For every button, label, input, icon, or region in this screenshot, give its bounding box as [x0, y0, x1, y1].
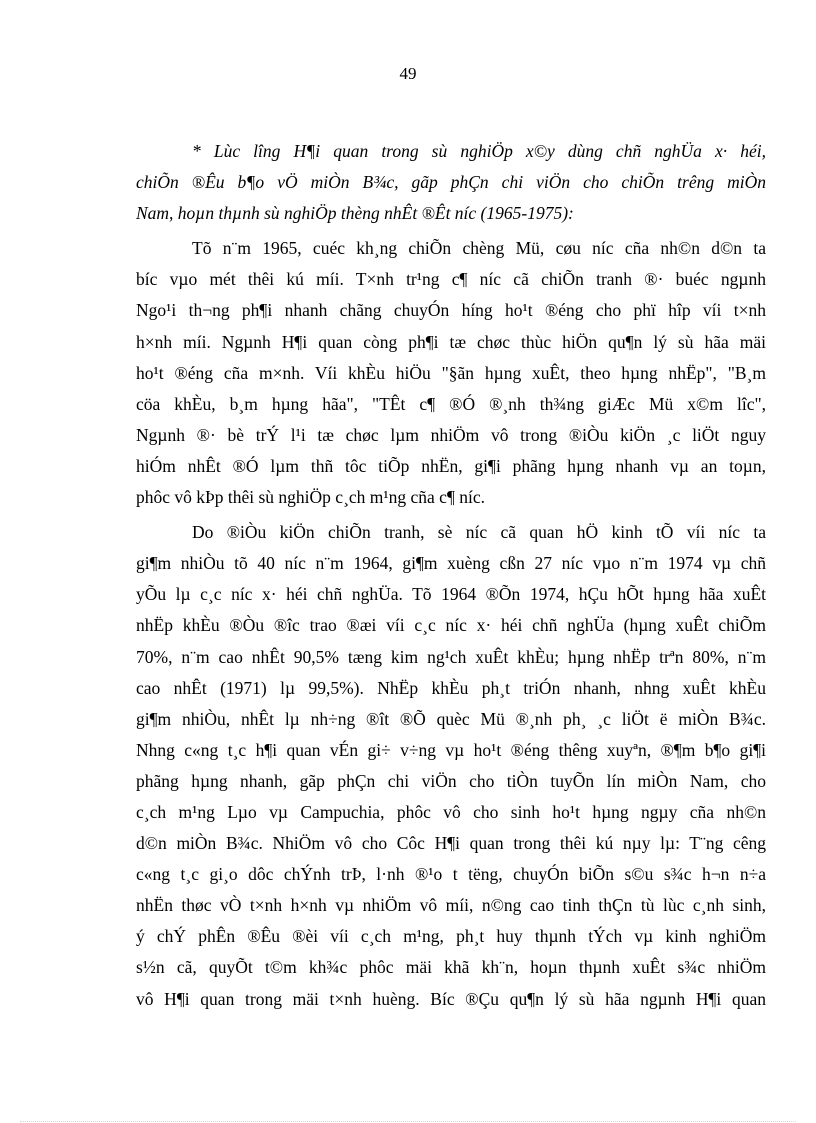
paragraph-1-line: Ngo¹i th¬ng ph¶i nhanh chãng chuyÓn híng ho¹t ®éng cho phï hîp víi t×nh [136, 300, 766, 321]
paragraph-1 [136, 233, 766, 513]
page-number: 49 [399, 64, 417, 83]
paragraph-2-line: phãng hµng nhanh, gãp phÇn chi viÖn cho tiÒn tuyÕn lín miÒn Nam, cho [136, 770, 766, 791]
paragraph-2-line: Nhng c«ng t¸c h¶i quan vÉn gi÷ v÷ng vµ ho¹t ®éng thêng xuyªn, ®¶m b¶o gi¶i [136, 739, 766, 760]
paragraph-1-line: phôc vô kÞp thêi sù nghiÖp c¸ch m¹ng cña c¶ níc. [136, 487, 486, 508]
section-heading [136, 136, 766, 229]
paragraph-2-line: vô H¶i quan trong mäi t×nh huèng. Bíc ®Çu qu¶n lý sù hãa ngµnh H¶i quan [136, 988, 766, 1009]
paragraph-2-line: Do ®iÒu kiÖn chiÕn tranh, sè níc cã quan hÖ kinh tÕ víi níc ta [192, 522, 766, 543]
paragraph-2-line: d©n miÒn B¾c. NhiÖm vô cho Côc H¶i quan trong thêi kú nµy lµ: T¨ng cêng [136, 833, 766, 854]
paragraph-2-line: ý chÝ phÊn ®Êu ®èi víi c¸ch m¹ng, ph¸t huy thµnh tÝch vµ kinh nghiÖm [136, 926, 766, 947]
paragraph-2-line: c«ng t¸c gi¸o dôc chÝnh trÞ, l·nh ®¹o t tëng, chuyÓn biÕn s©u s¾c h¬n n÷a [136, 864, 766, 885]
paragraph-2-line: yÕu lµ c¸c níc x· héi chñ nghÜa. Tõ 1964 ®Õn 1974, hÇu hÕt hµng hãa xuÊt [136, 584, 766, 605]
paragraph-1-line: h×nh míi. Ngµnh H¶i quan còng ph¶i tæ chøc thùc hiÖn qu¶n lý sù hãa mäi [136, 331, 766, 352]
heading-line-1: * Lùc lîng H¶i quan trong sù nghiÖp x©y dùng chñ nghÜa x· héi, [192, 141, 766, 161]
paragraph-2-line: nhËp khÈu ®Òu ®îc trao ®æi víi c¸c níc x· héi chñ nghÜa (hµng xuÊt chiÕm [136, 615, 766, 636]
paragraph-2 [136, 517, 766, 1015]
page-content [136, 136, 766, 1015]
paragraph-2-line: s½n cã, quyÕt t©m kh¾c phôc mäi khã kh¨n, hoµn thµnh xuÊt s¾c nhiÖm [136, 957, 766, 978]
paragraph-2-line: nhËn thøc vÒ t×nh h×nh vµ nhiÖm vô míi, n©ng cao tinh thÇn tù lùc c¸nh sinh, [136, 895, 766, 916]
paragraph-2-line: gi¶m nhiÒu tõ 40 níc n¨m 1964, gi¶m xuèng cßn 27 níc vµo n¨m 1974 vµ chñ [136, 553, 766, 574]
paragraph-1-line: Tõ n¨m 1965, cuéc kh¸ng chiÕn chèng Mü, cøu níc cña nh©n d©n ta [192, 238, 766, 259]
heading-line-2: chiÕn ®Êu b¶o vÖ miÒn B¾c, gãp phÇn chi viÖn cho chiÕn trêng miÒn [136, 172, 766, 193]
paragraph-2-line: c¸ch m¹ng Lµo vµ Campuchia, phôc vô cho sinh ho¹t hµng ngµy cña nh©n [136, 801, 766, 822]
paragraph-1-line: ho¹t ®éng cña m×nh. Víi khÈu hiÖu "§ãn hµng xuÊt, theo hµng nhËp", "B¸m [136, 362, 766, 383]
paragraph-1-line: bíc vµo mét thêi kú míi. T×nh tr¹ng c¶ níc cã chiÕn tranh ®· buéc ngµnh [136, 269, 766, 290]
heading-line-3: Nam, hoµn thµnh sù nghiÖp thèng nhÊt ®Êt níc (1965-1975): [136, 203, 574, 224]
paragraph-1-line: cöa khÈu, b¸m hµng hãa", "TÊt c¶ ®Ó ®¸nh th¾ng giÆc Mü x©m lîc", [136, 393, 766, 414]
paragraph-2-line: gi¶m nhiÒu, nhÊt lµ nh÷ng ®ît ®Õ quèc Mü ®¸nh ph¸ ¸c liÖt ë miÒn B¾c. [136, 708, 766, 729]
paragraph-1-line: Ngµnh ®· bè trÝ l¹i tæ chøc lµm nhiÖm vô trong ®iÒu kiÖn ¸c liÖt nguy [136, 424, 766, 445]
paragraph-1-line: hiÓm nhÊt ®Ó lµm thñ tôc tiÕp nhËn, gi¶i phãng hµng nhanh vµ an toµn, [136, 455, 766, 476]
paragraph-2-line: cao nhÊt (1971) lµ 99,5%). NhËp khÈu ph¸t triÓn nhanh, nhng xuÊt khÈu [136, 677, 766, 698]
paragraph-2-line: 70%, n¨m cao nhÊt 90,5% tæng kim ng¹ch xuÊt khÈu; hµng nhËp trªn 80%, n¨m [136, 646, 766, 667]
page-bottom-edge [20, 1121, 796, 1122]
